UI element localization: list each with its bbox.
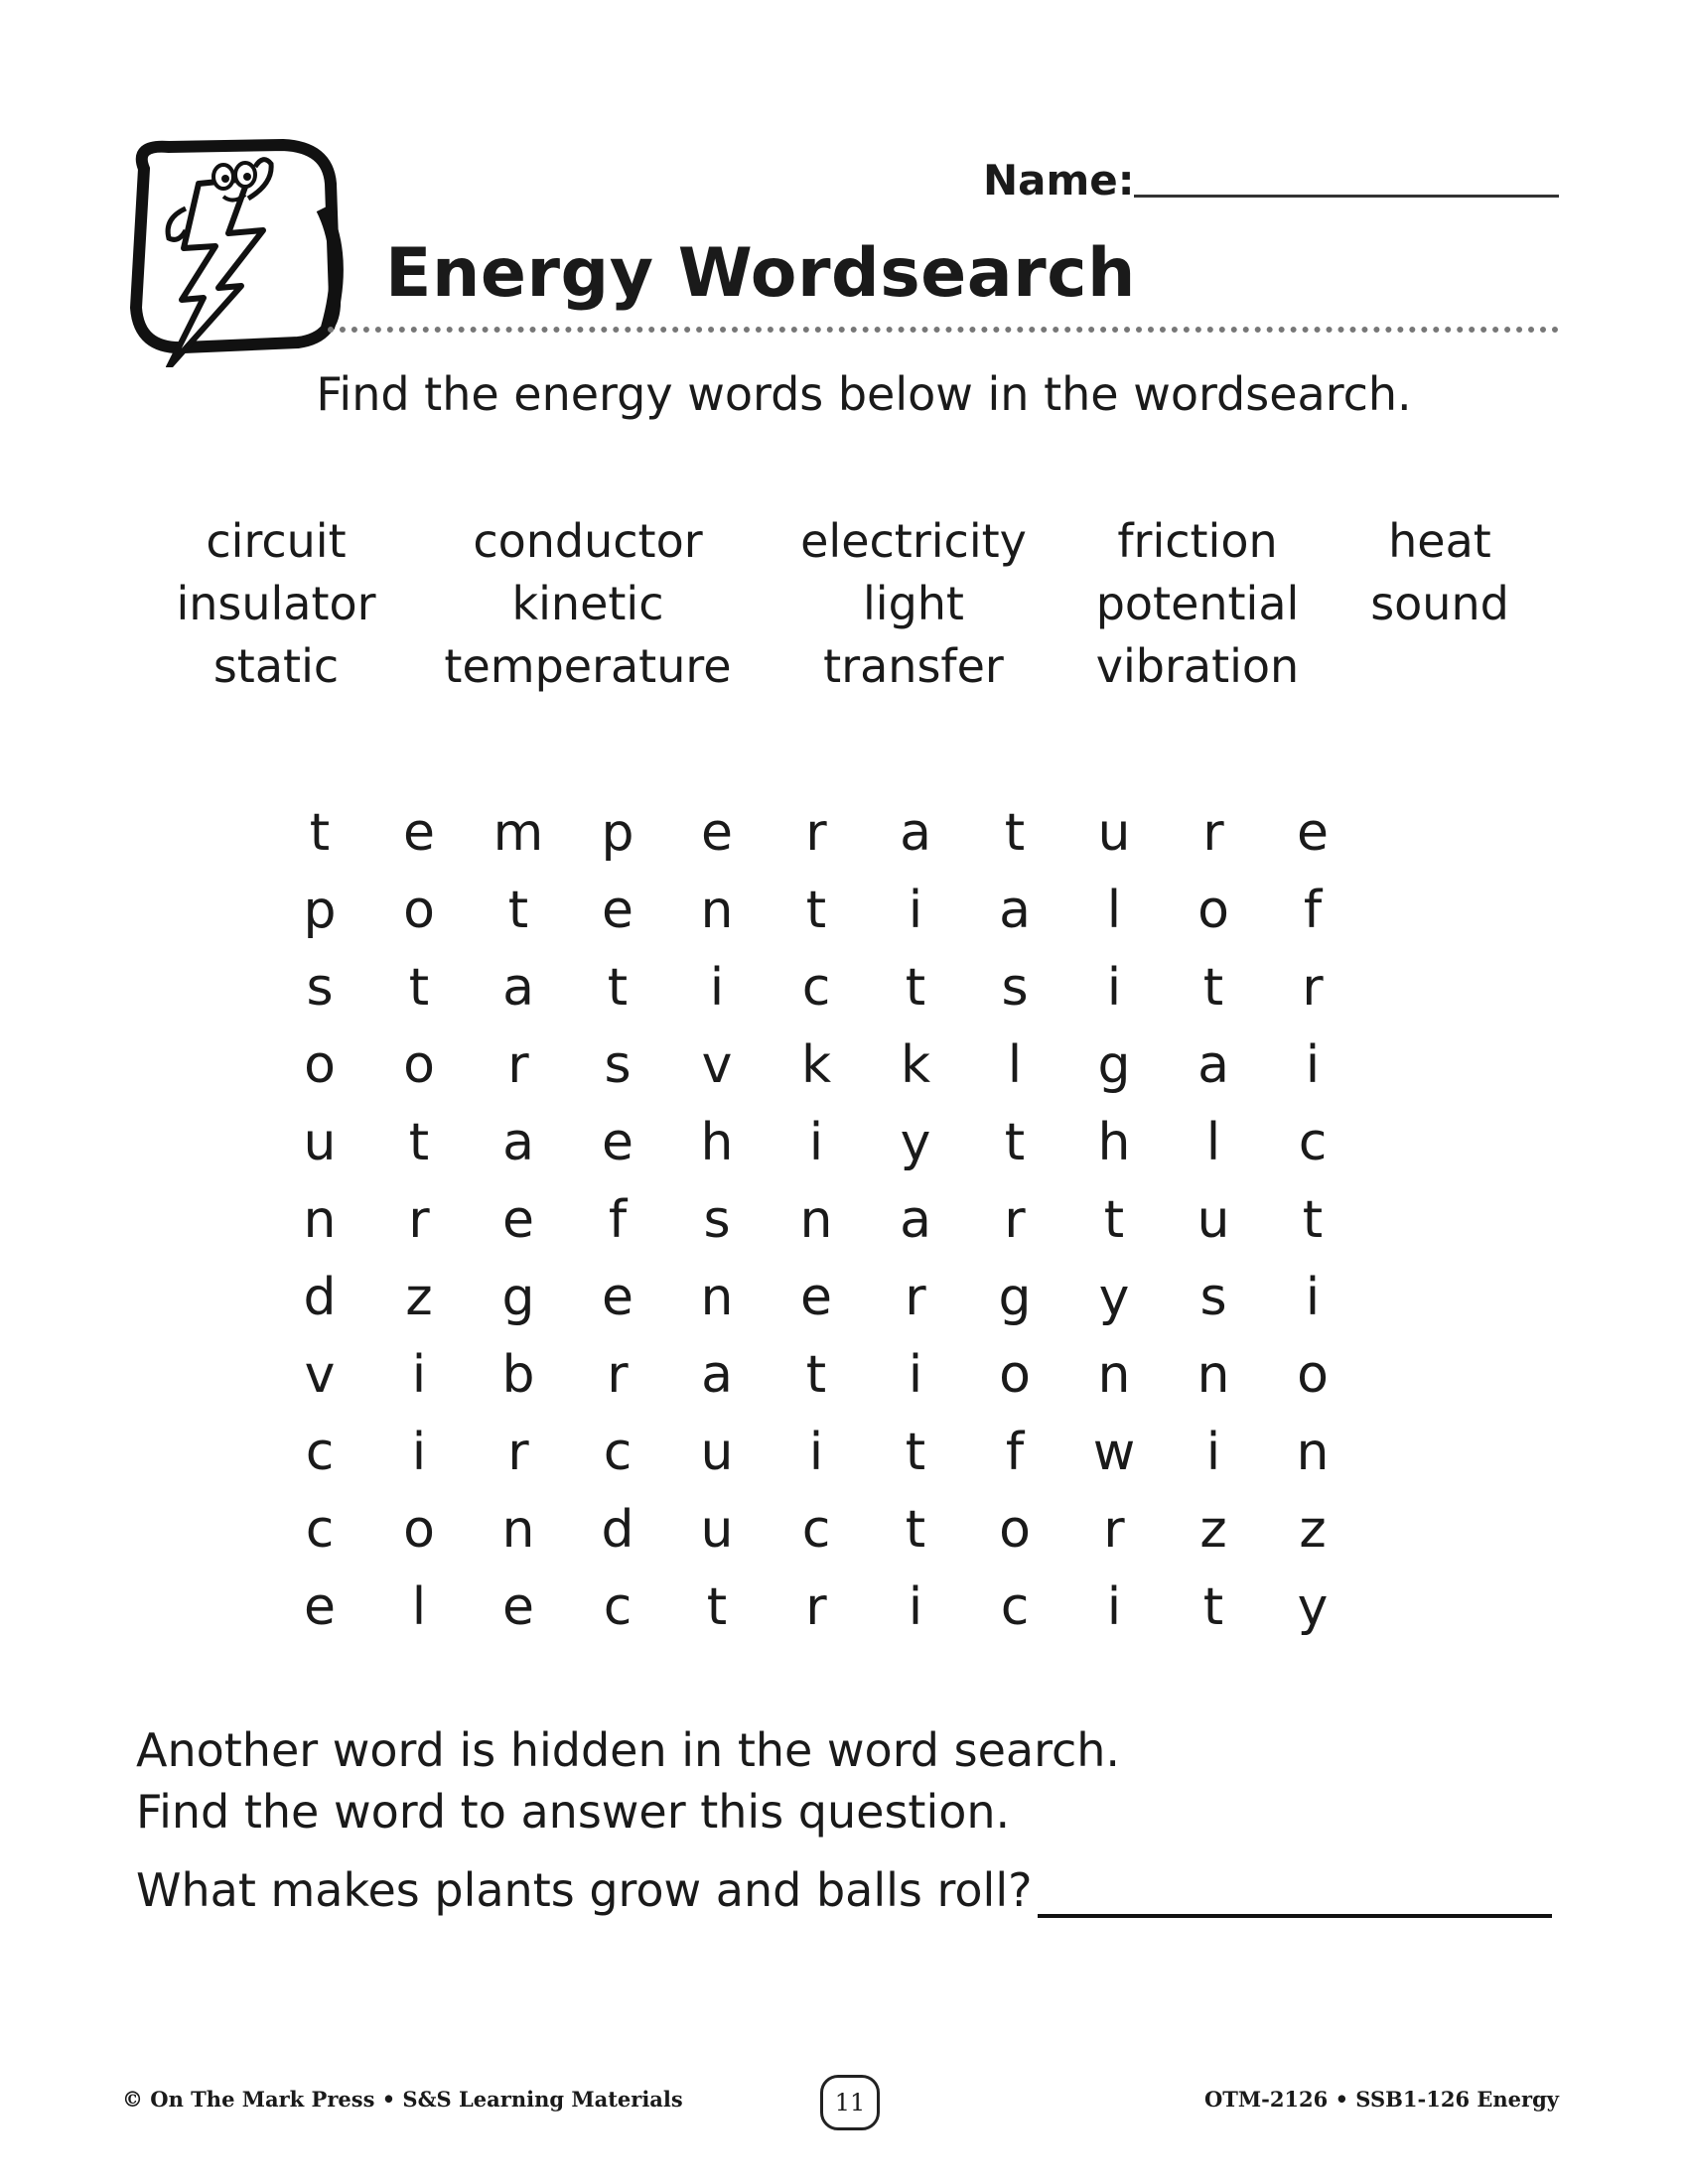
grid-letter[interactable]: r [607, 1345, 629, 1405]
word-list-column-5 [1281, 510, 1599, 635]
grid-letter[interactable]: i [1106, 1577, 1122, 1637]
footer-product-code: OTM-2126 • SSB1-126 Energy [1203, 2087, 1559, 2112]
grid-letter[interactable]: i [908, 1577, 923, 1637]
word-list-item: potential [1095, 577, 1300, 630]
grid-letter[interactable]: i [1205, 1423, 1221, 1482]
grid-letter[interactable]: u [1196, 1190, 1230, 1250]
grid-letter[interactable]: f [1303, 881, 1323, 940]
grid-letter[interactable]: l [1205, 1113, 1221, 1172]
grid-letter[interactable]: o [1297, 1345, 1329, 1405]
grid-letter[interactable]: s [1199, 1268, 1227, 1327]
grid-letter[interactable]: w [1092, 1423, 1136, 1482]
grid-letter[interactable]: n [700, 881, 734, 940]
word-list-item: heat [1388, 514, 1491, 568]
grid-letter[interactable]: f [608, 1190, 628, 1250]
word-list-item: kinetic [511, 577, 664, 630]
grid-letter[interactable]: g [1097, 1035, 1131, 1095]
grid-letter[interactable]: e [701, 803, 733, 863]
grid-letter[interactable]: b [501, 1345, 535, 1405]
grid-letter[interactable]: l [1106, 881, 1122, 940]
grid-letter[interactable]: l [1007, 1035, 1023, 1095]
grid-letter[interactable]: i [411, 1423, 427, 1482]
grid-letter[interactable]: t [905, 958, 926, 1018]
word-list-column-1 [117, 510, 435, 698]
grid-letter[interactable]: a [502, 1113, 534, 1172]
grid-letter[interactable]: s [1001, 958, 1029, 1018]
grid-letter[interactable]: n [501, 1500, 535, 1560]
grid-letter[interactable]: i [1305, 1035, 1321, 1095]
word-list-item: insulator [176, 577, 376, 630]
grid-letter[interactable]: c [603, 1577, 633, 1637]
grid-letter[interactable]: e [602, 881, 633, 940]
grid-letter[interactable]: f [1005, 1423, 1025, 1482]
grid-letter[interactable]: h [700, 1113, 734, 1172]
grid-letter[interactable]: e [602, 1113, 633, 1172]
grid-letter[interactable]: y [900, 1113, 931, 1172]
grid-letter[interactable]: a [900, 803, 931, 863]
grid-letter[interactable]: t [1202, 958, 1224, 1018]
grid-letter[interactable]: d [601, 1500, 634, 1560]
grid-letter[interactable]: z [1299, 1500, 1327, 1560]
grid-letter[interactable]: a [701, 1345, 733, 1405]
grid-letter[interactable]: r [805, 1577, 827, 1637]
grid-letter[interactable]: p [601, 803, 634, 863]
word-list-item: vibration [1095, 639, 1300, 693]
name-label: Name: [983, 156, 1135, 205]
grid-letter[interactable]: d [303, 1268, 337, 1327]
grid-letter[interactable]: t [1302, 1190, 1324, 1250]
grid-letter[interactable]: u [303, 1113, 337, 1172]
grid-letter[interactable]: u [1097, 803, 1131, 863]
question-prompt: What makes plants grow and balls roll? [136, 1863, 1033, 1917]
grid-letter[interactable]: t [805, 881, 827, 940]
grid-letter[interactable]: r [1202, 803, 1224, 863]
word-list-item: transfer [823, 639, 1004, 693]
grid-letter[interactable]: h [1097, 1113, 1131, 1172]
grid-letter[interactable]: k [900, 1035, 931, 1095]
grid-letter[interactable]: o [403, 1500, 435, 1560]
grid-letter[interactable]: i [1106, 958, 1122, 1018]
grid-letter[interactable]: t [1202, 1577, 1224, 1637]
grid-letter[interactable]: i [808, 1423, 824, 1482]
grid-letter[interactable]: u [700, 1423, 734, 1482]
page-title: Energy Wordsearch [385, 234, 1136, 313]
grid-letter[interactable]: t [905, 1423, 926, 1482]
grid-letter[interactable]: z [1199, 1500, 1227, 1560]
grid-letter[interactable]: u [700, 1500, 734, 1560]
grid-letter[interactable]: e [502, 1577, 534, 1637]
grid-letter[interactable]: v [304, 1345, 336, 1405]
grid-letter[interactable]: r [905, 1268, 926, 1327]
word-list-item: friction [1117, 514, 1278, 568]
grid-letter[interactable]: o [1197, 881, 1229, 940]
grid-letter[interactable]: r [1302, 958, 1324, 1018]
grid-letter[interactable]: t [1004, 803, 1026, 863]
grid-letter[interactable]: t [408, 958, 430, 1018]
grid-letter[interactable]: o [999, 1345, 1031, 1405]
dotted-divider [328, 327, 1559, 333]
grid-letter[interactable]: e [403, 803, 435, 863]
grid-letter[interactable]: e [1297, 803, 1329, 863]
word-list-item: electricity [800, 514, 1027, 568]
grid-letter[interactable]: o [403, 1035, 435, 1095]
grid-letter[interactable]: t [1103, 1190, 1125, 1250]
grid-letter[interactable]: i [1305, 1268, 1321, 1327]
grid-letter[interactable]: c [1298, 1113, 1328, 1172]
grid-letter[interactable]: t [408, 1113, 430, 1172]
grid-letter[interactable]: i [808, 1113, 824, 1172]
word-list-column-3 [755, 510, 1072, 698]
grid-letter[interactable]: t [905, 1500, 926, 1560]
grid-letter[interactable]: i [411, 1345, 427, 1405]
grid-letter[interactable]: e [800, 1268, 832, 1327]
grid-letter[interactable]: m [492, 803, 544, 863]
grid-letter[interactable]: z [405, 1268, 433, 1327]
grid-letter[interactable]: g [998, 1268, 1032, 1327]
grid-letter[interactable]: t [805, 1345, 827, 1405]
word-list-item: conductor [473, 514, 703, 568]
grid-letter[interactable]: o [999, 1500, 1031, 1560]
grid-letter[interactable]: r [507, 1423, 529, 1482]
word-list-item: static [212, 639, 340, 693]
grid-letter[interactable]: t [1004, 1113, 1026, 1172]
wordsearch-grid [270, 794, 1362, 1668]
grid-letter[interactable]: n [1296, 1423, 1330, 1482]
grid-letter[interactable]: n [1196, 1345, 1230, 1405]
grid-letter[interactable]: k [800, 1035, 832, 1095]
grid-letter[interactable]: v [701, 1035, 733, 1095]
grid-letter[interactable]: t [607, 958, 629, 1018]
grid-letter[interactable]: s [604, 1035, 632, 1095]
grid-letter[interactable]: c [801, 1500, 831, 1560]
grid-letter[interactable]: a [900, 1190, 931, 1250]
word-list-item: circuit [206, 514, 347, 568]
word-list-item: sound [1370, 577, 1509, 630]
page-number-badge: 11 [820, 2075, 880, 2130]
grid-letter[interactable]: e [602, 1268, 633, 1327]
grid-letter[interactable]: n [700, 1268, 734, 1327]
grid-letter[interactable]: a [1197, 1035, 1229, 1095]
answer-entry-line[interactable] [1038, 1914, 1552, 1918]
grid-letter[interactable]: e [502, 1190, 534, 1250]
word-list-item: temperature [444, 639, 732, 693]
lightning-mascot-logo [124, 139, 348, 367]
name-entry-line[interactable] [1134, 195, 1559, 198]
grid-letter[interactable]: n [303, 1190, 337, 1250]
word-list-column-2 [429, 510, 747, 698]
grid-letter[interactable]: g [501, 1268, 535, 1327]
grid-letter[interactable]: i [908, 881, 923, 940]
grid-letter[interactable]: r [805, 803, 827, 863]
grid-letter[interactable]: s [306, 958, 334, 1018]
grid-letter[interactable]: n [799, 1190, 833, 1250]
grid-letter[interactable]: y [1297, 1577, 1329, 1637]
grid-letter[interactable]: t [706, 1577, 728, 1637]
grid-letter[interactable]: p [303, 881, 337, 940]
grid-letter[interactable]: n [1097, 1345, 1131, 1405]
grid-letter[interactable]: i [709, 958, 725, 1018]
question-intro-line-1: Another word is hidden in the word search. [136, 1723, 1121, 1777]
grid-letter[interactable]: c [1000, 1577, 1030, 1637]
grid-letter[interactable]: i [908, 1345, 923, 1405]
grid-letter[interactable]: r [507, 1035, 529, 1095]
grid-letter[interactable]: s [703, 1190, 731, 1250]
grid-letter[interactable]: a [999, 881, 1031, 940]
grid-letter[interactable]: o [403, 881, 435, 940]
grid-letter[interactable]: c [305, 1423, 335, 1482]
instruction-text: Find the energy words below in the wordsearch. [316, 367, 1412, 421]
grid-letter[interactable]: y [1098, 1268, 1130, 1327]
grid-letter[interactable]: o [304, 1035, 336, 1095]
word-list-item: light [863, 577, 964, 630]
grid-letter[interactable]: t [507, 881, 529, 940]
grid-letter[interactable]: r [1103, 1500, 1125, 1560]
grid-letter[interactable]: l [411, 1577, 427, 1637]
grid-letter[interactable]: c [305, 1500, 335, 1560]
grid-letter[interactable]: e [304, 1577, 336, 1637]
grid-letter[interactable]: a [502, 958, 534, 1018]
grid-letter[interactable]: t [309, 803, 331, 863]
grid-letter[interactable]: c [603, 1423, 633, 1482]
grid-letter[interactable]: r [408, 1190, 430, 1250]
grid-letter[interactable]: r [1004, 1190, 1026, 1250]
footer-copyright: © On The Mark Press • S&S Learning Materials [122, 2087, 683, 2112]
grid-letter[interactable]: c [801, 958, 831, 1018]
question-intro-line-2: Find the word to answer this question. [136, 1785, 1011, 1839]
